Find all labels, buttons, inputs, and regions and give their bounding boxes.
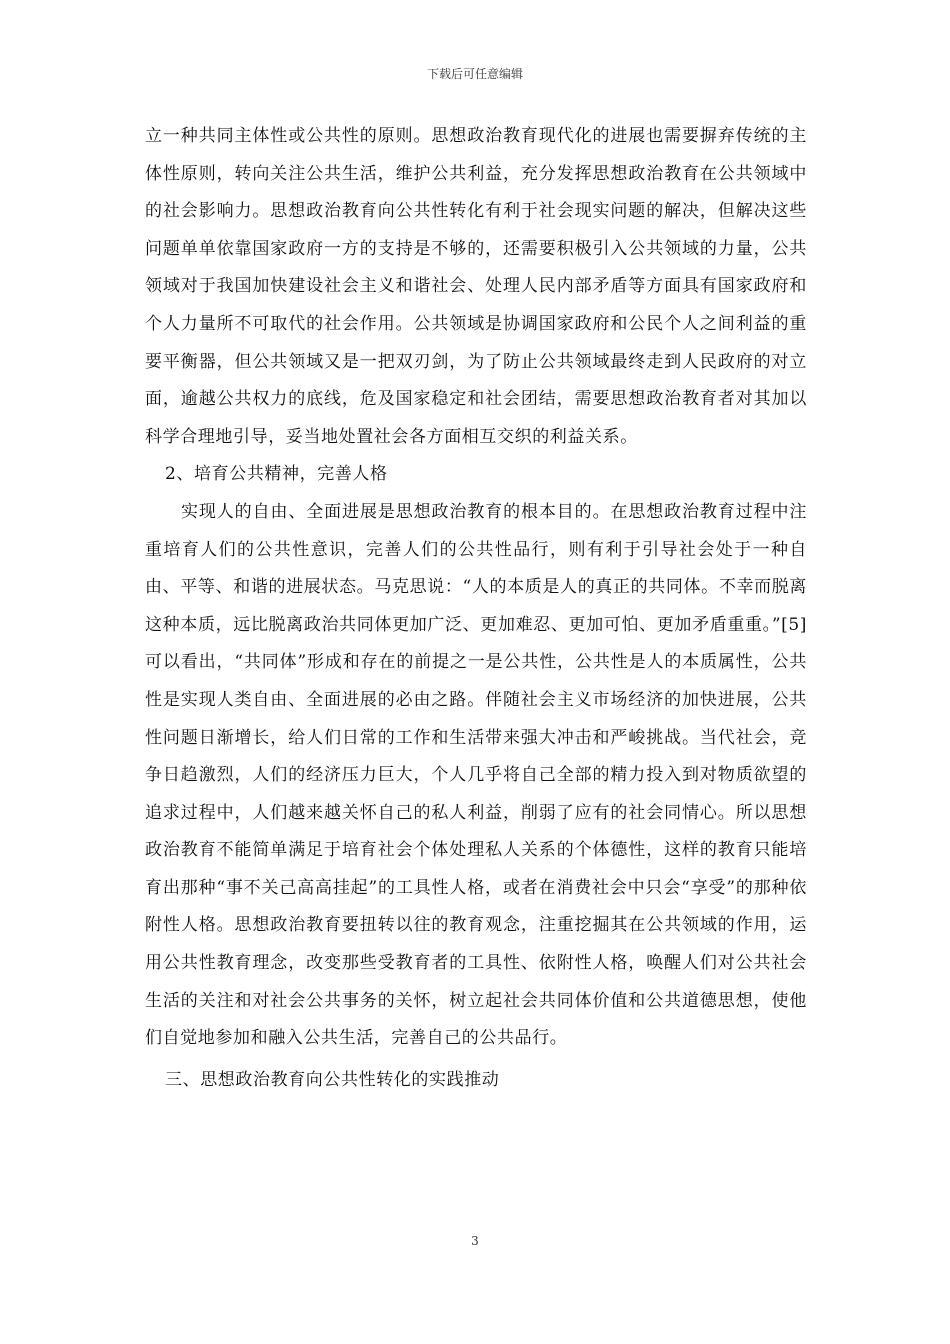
- paragraph-public-spirit: 实现人的自由、全面进展是思想政治教育的根本目的。在思想政治教育过程中注重培育人们的公共性意识，完善人们的公共性品行，则有利于引导社会处于一种自由、平等、和谐的进展状态。马克思说：“人的本质是人的真正的共同体。不幸而脱离这种本质，远比脱离政治共同体更加广泛、更加难忍、更加可怕、更加矛盾重重。”[5]可以看出，“共同体”形成和存在的前提之一是公共性，公共性是人的本质属性，公共性是实现人类自由、全面进展的必由之路。伴随社会主义市场经济的加快进展，公共性问题日渐增长，给人们日常的工作和生活带来强大冲击和严峻挑战。当代社会，竞争日趋激烈，人们的经济压力巨大，个人几乎将自己全部的精力投入到对物质欲望的追求过程中，人们越来越关怀自己的私人利益，削弱了应有的社会同情心。所以思想政治教育不能简单满足于培育社会个体处理私人关系的个体德性，这样的教育只能培育出那种“事不关己高高挂起”的工具性人格，或者在消费社会中只会“享受”的那种依附性人格。思想政治教育要扭转以往的教育观念，注重挖掘其在公共领域的作用，运用公共性教育理念，改变那些受教育者的工具性、依附性人格，唤醒人们对公共社会生活的关注和对社会公共事务的关怀，树立起社会共同体价值和公共道德思想，使他们自觉地参加和融入公共生活，完善自己的公共品行。: [145, 501, 807, 1049]
- document-body: [145, 118, 807, 1099]
- paragraph-continuation: 立一种共同主体性或公共性的原则。思想政治教育现代化的进展也需要摒弃传统的主体性原则，转向关注公共生活，维护公共利益，充分发挥思想政治教育在公共领域中的社会影响力。思想政治教育向公共性转化有利于社会现实问题的解决，但解决这些问题单单依靠国家政府一方的支持是不够的，还需要积极引入公共领域的力量，公共领域对于我国加快建设社会主义和谐社会、处理人民内部矛盾等方面具有国家政府和个人力量所不可取代的社会作用。公共领域是协调国家政府和公民个人之间利益的重要平衡器，但公共领域又是一把双刃剑，为了防止公共领域最终走到人民政府的对立面，逾越公共权力的底线，危及国家稳定和社会团结，需要思想政治教育者对其加以科学合理地引导，妥当地处置社会各方面相互交织的利益关系。: [145, 126, 807, 447]
- page-number: 3: [471, 1234, 479, 1248]
- page-header: 下载后可任意编辑: [426, 67, 523, 81]
- section-heading-practice: 三、思想政治教育向公共性转化的实践推动: [165, 1069, 500, 1090]
- subheading-cultivate-public-spirit: 2、培育公共精神，完善人格: [165, 464, 388, 485]
